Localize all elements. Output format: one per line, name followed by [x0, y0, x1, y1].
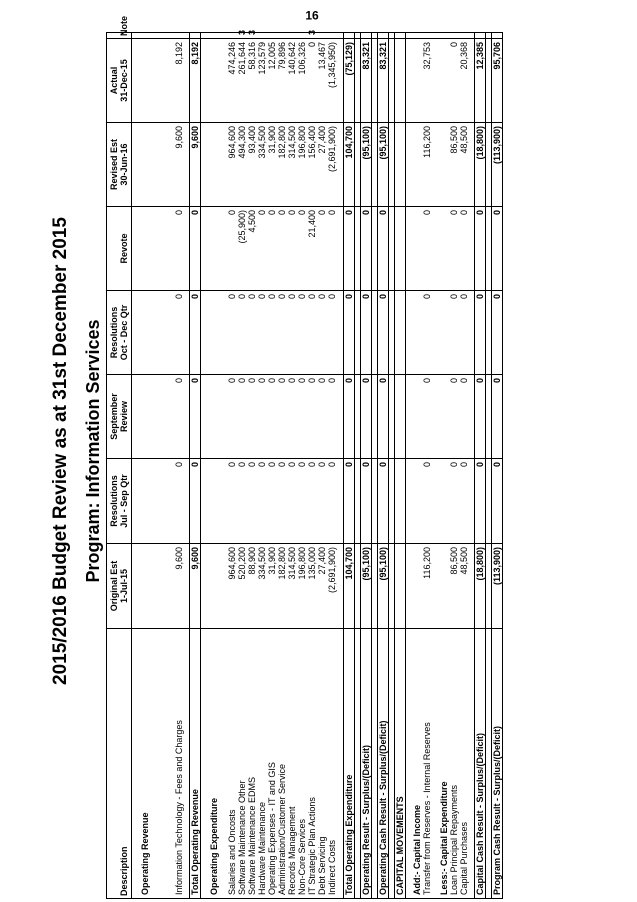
value-cell: 0	[378, 291, 389, 375]
value-cell: (113,900)	[492, 123, 503, 207]
table-row	[287, 33, 297, 899]
value-cell: 95,706	[492, 39, 503, 123]
value-cell: 0	[422, 459, 432, 544]
value-cell: 0	[492, 207, 503, 291]
value-cell: 0	[459, 375, 469, 459]
col-res-oct-dec: Resolutions Oct - Dec Qtr	[107, 291, 132, 375]
section-heading-row	[209, 33, 219, 899]
value-cell: (1,345,950)	[327, 39, 337, 123]
value-cell: 0	[327, 291, 337, 375]
row-label: Program Cash Result - Surplus/(Deficit)	[492, 629, 503, 899]
total-row	[190, 33, 201, 899]
row-label: Loan Principal Repayments	[449, 629, 459, 899]
note-cell	[297, 33, 307, 39]
value-cell: 9,600	[174, 544, 184, 629]
value-cell: 0	[327, 459, 337, 544]
value-cell: 0	[267, 291, 277, 375]
value-cell: 0	[257, 375, 267, 459]
value-cell: 0	[190, 291, 201, 375]
value-cell: 0	[422, 207, 432, 291]
spacer-row	[132, 33, 140, 899]
value-cell: 0	[459, 291, 469, 375]
value-cell: 0	[307, 459, 317, 544]
value-cell: 0	[227, 291, 237, 375]
value-cell: 0	[378, 375, 389, 459]
value-cell: (95,100)	[378, 123, 389, 207]
value-cell: 93,400	[247, 123, 257, 207]
value-cell: 140,642	[287, 39, 297, 123]
value-cell: 0	[227, 375, 237, 459]
value-cell: 0	[459, 207, 469, 291]
value-cell: 116,200	[422, 544, 432, 629]
value-cell: 0	[174, 375, 184, 459]
value-cell: 0	[307, 39, 317, 123]
value-cell: 520,200	[237, 544, 247, 629]
value-cell: 0	[287, 375, 297, 459]
spacer-row	[150, 33, 174, 899]
table-row	[327, 33, 337, 899]
value-cell: 0	[317, 207, 327, 291]
table-row	[317, 33, 327, 899]
value-cell: 261,644	[237, 39, 247, 123]
value-cell: 182,800	[277, 123, 287, 207]
row-label: Operating Expenses - IT and GIS	[267, 629, 277, 899]
table-row	[267, 33, 277, 899]
value-cell: 0	[378, 459, 389, 544]
row-label: IT Strategic Plan Actions	[307, 629, 317, 899]
value-cell: 83,321	[361, 39, 372, 123]
value-cell: 21,400	[307, 207, 317, 291]
note-cell	[277, 33, 287, 39]
value-cell: 0	[287, 291, 297, 375]
table-row	[307, 33, 317, 899]
value-cell: 0	[237, 459, 247, 544]
value-cell: 0	[317, 459, 327, 544]
value-cell: 4,500	[247, 207, 257, 291]
value-cell: 494,300	[237, 123, 247, 207]
value-cell: 0	[449, 375, 459, 459]
value-cell: 0	[361, 459, 372, 544]
row-label: Capital Purchases	[459, 629, 469, 899]
value-cell: 156,400	[307, 123, 317, 207]
note-cell	[459, 33, 469, 39]
value-cell: 0	[344, 291, 355, 375]
row-label: Non-Core Services	[297, 629, 307, 899]
value-cell: 0	[361, 375, 372, 459]
value-cell: 0	[267, 459, 277, 544]
value-cell: 0	[190, 207, 201, 291]
row-label: Operating Expenditure	[209, 629, 219, 899]
total-row	[492, 33, 503, 899]
row-label: Operating Result - Surplus/(Deficit)	[361, 629, 372, 899]
row-label: Total Operating Expenditure	[344, 629, 355, 899]
table-body	[132, 29, 503, 899]
value-cell: (95,100)	[361, 544, 372, 629]
value-cell: 13,467	[317, 39, 327, 123]
note-cell	[361, 33, 372, 39]
note-cell	[475, 33, 486, 39]
row-label: Add:- Capital Income	[412, 629, 422, 899]
note-cell	[257, 33, 267, 39]
value-cell: 0	[344, 459, 355, 544]
value-cell: 0	[475, 207, 486, 291]
value-cell: 182,800	[277, 544, 287, 629]
table-row	[459, 33, 469, 899]
note-cell	[378, 33, 389, 39]
note-cell: 3	[247, 33, 257, 39]
row-label: Capital Cash Result - Surplus/(Deficit)	[475, 629, 486, 899]
value-cell: 0	[190, 375, 201, 459]
value-cell: 0	[174, 459, 184, 544]
value-cell: 0	[237, 375, 247, 459]
value-cell: 31,900	[267, 123, 277, 207]
value-cell: 0	[267, 375, 277, 459]
value-cell: 135,000	[307, 544, 317, 629]
table-row	[449, 33, 459, 899]
section-heading-row	[412, 33, 422, 899]
value-cell: 8,192	[190, 39, 201, 123]
section-heading-row	[439, 33, 449, 899]
row-label: Administration/Customer Service	[277, 629, 287, 899]
section-heading-row	[140, 33, 150, 899]
value-cell: (18,800)	[475, 123, 486, 207]
value-cell: 0	[277, 291, 287, 375]
note-cell: 3	[237, 33, 247, 39]
value-cell: 334,500	[257, 123, 267, 207]
value-cell: 0	[297, 207, 307, 291]
value-cell: 116,200	[422, 123, 432, 207]
col-actual: Actual 31-Dec-15	[107, 39, 132, 123]
table-row	[227, 33, 237, 899]
value-cell: 0	[361, 207, 372, 291]
note-cell	[227, 33, 237, 39]
value-cell: 0	[227, 207, 237, 291]
value-cell: 0	[307, 291, 317, 375]
value-cell: 0	[247, 375, 257, 459]
value-cell: 12,005	[267, 39, 277, 123]
value-cell: 0	[449, 459, 459, 544]
value-cell: 0	[257, 459, 267, 544]
value-cell: 0	[317, 375, 327, 459]
col-note: Note	[107, 33, 132, 39]
value-cell: 32,753	[422, 39, 432, 123]
value-cell: 0	[492, 375, 503, 459]
table-row	[257, 33, 267, 899]
value-cell: 0	[492, 291, 503, 375]
value-cell: 0	[344, 375, 355, 459]
value-cell: 0	[307, 375, 317, 459]
budget-table	[106, 16, 503, 899]
row-label: Software Maintenance EDMS	[247, 629, 257, 899]
value-cell: 0	[190, 459, 201, 544]
value-cell: 27,400	[317, 123, 327, 207]
spacer-row	[432, 33, 439, 899]
value-cell: (75,129)	[344, 39, 355, 123]
value-cell: (18,800)	[475, 544, 486, 629]
value-cell: 0	[492, 459, 503, 544]
row-label: Operating Revenue	[140, 629, 150, 899]
value-cell: 0	[277, 459, 287, 544]
value-cell: 86,500	[449, 123, 459, 207]
value-cell: 0	[247, 291, 257, 375]
value-cell: 31,900	[267, 544, 277, 629]
value-cell: 9,600	[190, 544, 201, 629]
value-cell: 0	[327, 375, 337, 459]
value-cell: 0	[174, 207, 184, 291]
total-row	[475, 33, 486, 899]
value-cell: 196,800	[297, 123, 307, 207]
value-cell: 0	[174, 291, 184, 375]
value-cell: 0	[449, 207, 459, 291]
row-label: CAPITAL MOVEMENTS	[395, 629, 406, 899]
note-cell	[190, 33, 201, 39]
value-cell: 474,246	[227, 39, 237, 123]
value-cell: 0	[422, 375, 432, 459]
value-cell: 88,900	[247, 544, 257, 629]
table-row	[247, 33, 257, 899]
value-cell: 0	[277, 375, 287, 459]
value-cell: (95,100)	[361, 123, 372, 207]
value-cell: 0	[449, 39, 459, 123]
program-title: Program: Information Services	[83, 319, 103, 583]
value-cell: 314,500	[287, 123, 297, 207]
note-cell	[327, 33, 337, 39]
note-cell	[422, 33, 432, 39]
value-cell: 48,500	[459, 544, 469, 629]
value-cell: 106,326	[297, 39, 307, 123]
value-cell: 0	[287, 459, 297, 544]
row-label: Indirect Costs	[327, 629, 337, 899]
value-cell: 86,500	[449, 544, 459, 629]
value-cell: 12,385	[475, 39, 486, 123]
value-cell: 0	[227, 459, 237, 544]
note-cell	[267, 33, 277, 39]
row-label: Transfer from Reserves - Internal Reserves	[422, 629, 432, 899]
value-cell: 196,800	[297, 544, 307, 629]
value-cell: 0	[361, 291, 372, 375]
value-cell: 0	[247, 459, 257, 544]
value-cell: 0	[475, 375, 486, 459]
value-cell: 9,600	[174, 123, 184, 207]
value-cell: 0	[287, 207, 297, 291]
col-revised-est: Revised Est 30-Jun-16	[107, 123, 132, 207]
value-cell: 0	[475, 291, 486, 375]
value-cell: 0	[257, 291, 267, 375]
report-title: 2015/2016 Budget Review as at 31st December 2015	[50, 217, 71, 685]
row-label: Salaries and Oncosts	[227, 629, 237, 899]
value-cell: 123,579	[257, 39, 267, 123]
note-cell	[344, 33, 355, 39]
value-cell: 0	[277, 207, 287, 291]
value-cell: 314,500	[287, 544, 297, 629]
row-label: Information Technology - Fees and Charges	[174, 629, 184, 899]
note-cell	[287, 33, 297, 39]
col-description: Description	[107, 629, 132, 899]
value-cell: 0	[297, 291, 307, 375]
value-cell: 20,368	[459, 39, 469, 123]
row-label: Debt Servicing	[317, 629, 327, 899]
value-cell: 58,316	[247, 39, 257, 123]
table-row	[277, 33, 287, 899]
value-cell: 9,600	[190, 123, 201, 207]
value-cell: 0	[449, 291, 459, 375]
value-cell: 0	[475, 459, 486, 544]
value-cell: 104,700	[344, 123, 355, 207]
value-cell: (2,691,900)	[327, 544, 337, 629]
row-label: Total Operating Revenue	[190, 629, 201, 899]
value-cell: 334,500	[257, 544, 267, 629]
col-res-jul-sep: Resolutions Jul - Sep Qtr	[107, 459, 132, 544]
value-cell: 0	[422, 291, 432, 375]
table-row	[174, 33, 184, 899]
value-cell: 0	[297, 459, 307, 544]
col-revote: Revote	[107, 207, 132, 291]
note-cell	[317, 33, 327, 39]
note-cell: 3	[307, 33, 317, 39]
value-cell: (113,900)	[492, 544, 503, 629]
spacer-row	[337, 33, 344, 899]
note-cell	[174, 33, 184, 39]
row-label: Records Management	[287, 629, 297, 899]
row-label: Less:- Capital Expenditure	[439, 629, 449, 899]
spacer-row	[219, 33, 227, 899]
section-heading-row	[395, 33, 406, 899]
value-cell: 0	[459, 459, 469, 544]
value-cell: 48,500	[459, 123, 469, 207]
table-row	[422, 33, 432, 899]
total-row	[344, 33, 355, 899]
value-cell: 79,896	[277, 39, 287, 123]
table-header-row	[107, 33, 132, 899]
note-cell	[449, 33, 459, 39]
col-original-est: Original Est 1-Jul-15	[107, 544, 132, 629]
value-cell: 0	[327, 207, 337, 291]
table-row	[297, 33, 307, 899]
value-cell: 0	[257, 207, 267, 291]
value-cell: 0	[297, 375, 307, 459]
row-label: Hardware Maintenance	[257, 629, 267, 899]
page-number: 16	[305, 8, 319, 23]
value-cell: 0	[378, 207, 389, 291]
note-cell	[492, 33, 503, 39]
col-sept-review: September Review	[107, 375, 132, 459]
row-label: Software Maintenance Other	[237, 629, 247, 899]
value-cell: 104,700	[344, 544, 355, 629]
value-cell: 27,400	[317, 544, 327, 629]
total-row	[378, 33, 389, 899]
value-cell: 8,192	[174, 39, 184, 123]
value-cell: 0	[344, 207, 355, 291]
value-cell: 0	[237, 291, 247, 375]
row-label: Operating Cash Result - Surplus/(Deficit)	[378, 629, 389, 899]
value-cell: 964,600	[227, 544, 237, 629]
value-cell: (95,100)	[378, 544, 389, 629]
table-row	[237, 33, 247, 899]
value-cell: (25,900)	[237, 207, 247, 291]
value-cell: 0	[317, 291, 327, 375]
value-cell: (2,691,900)	[327, 123, 337, 207]
total-row	[361, 33, 372, 899]
spacer-row	[201, 33, 209, 899]
value-cell: 83,321	[378, 39, 389, 123]
value-cell: 964,600	[227, 123, 237, 207]
value-cell: 0	[267, 207, 277, 291]
